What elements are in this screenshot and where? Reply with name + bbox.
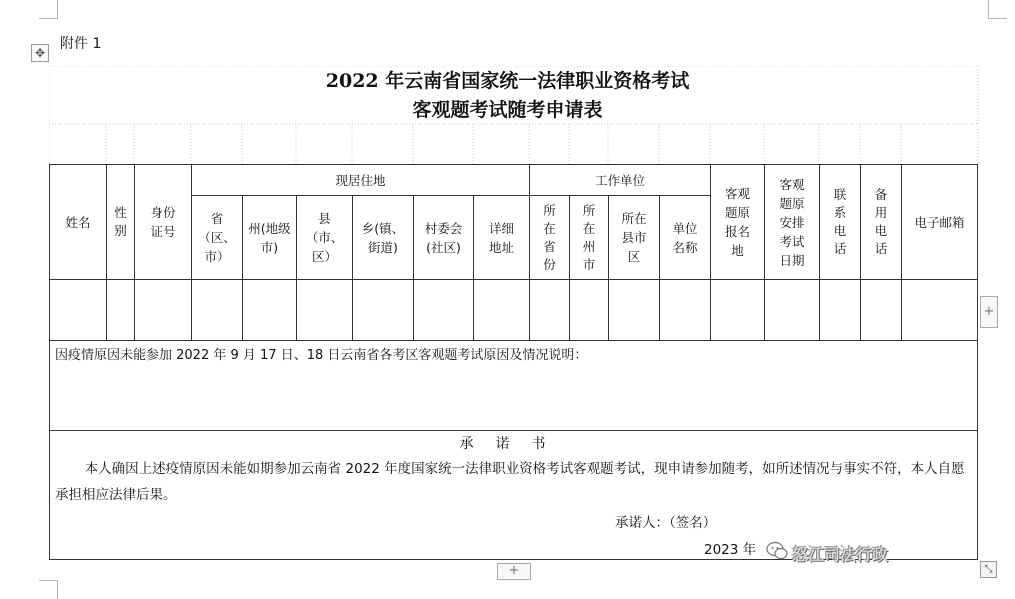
cell-township[interactable] [353, 280, 414, 341]
header-backup-phone: 备用电话 [861, 165, 902, 280]
pledge-title: 承诺书 [459, 436, 568, 452]
cell-orig-exam-date[interactable] [765, 280, 820, 341]
header-work-prefecture: 所在州市 [570, 196, 609, 280]
header-id-number: 身份证号 [135, 165, 192, 280]
header-gender: 性别 [107, 165, 135, 280]
header-work-unit: 工作单位 [530, 165, 711, 196]
cell-prefecture[interactable] [243, 280, 297, 341]
header-work-county: 所在县市区 [609, 196, 660, 280]
header-unit-name: 单位名称 [660, 196, 711, 280]
form-title-line-1: 2022 年云南省国家统一法律职业资格考试 [325, 70, 690, 92]
header-work-province: 所在省份 [530, 196, 570, 280]
pledge-body: 本人确因上述疫情原因未能如期参加云南省 2022 年度国家统一法律职业资格考试客观题考试，现申请参加随考，如所述情况与事实不符，本人自愿承担相应法律后果。 [55, 461, 965, 503]
cell-village[interactable] [414, 280, 474, 341]
wechat-logo-icon [766, 541, 788, 561]
header-township: 乡(镇、街道) [353, 196, 414, 280]
account-watermark: 怒江司法行政 [792, 545, 889, 564]
header-phone: 联系电话 [820, 165, 861, 280]
form-title-line-2: 客观题考试随考申请表 [412, 99, 603, 121]
table-resize-handle[interactable]: ⤡ [980, 561, 997, 578]
header-prefecture: 州(地级市) [243, 196, 297, 280]
cell-gender[interactable] [107, 280, 135, 341]
cell-detail-address[interactable] [474, 280, 530, 341]
table-move-handle[interactable]: ✥ [31, 44, 49, 62]
cell-id-number[interactable] [135, 280, 192, 341]
header-county: 县（市、区） [297, 196, 353, 280]
cell-email[interactable] [902, 280, 978, 341]
header-detail-address: 详细地址 [474, 196, 530, 280]
page-corner-top-left [39, 0, 58, 19]
header-village: 村委会(社区) [414, 196, 474, 280]
header-residence: 现居住地 [192, 165, 530, 196]
application-table [49, 164, 978, 341]
header-name: 姓名 [50, 165, 107, 280]
cell-work-province[interactable] [530, 280, 570, 341]
header-orig-exam-place: 客观题原报名地 [711, 165, 765, 280]
cell-unit-name[interactable] [660, 280, 711, 341]
cell-backup-phone[interactable] [861, 280, 902, 341]
header-province: 省（区、市） [192, 196, 243, 280]
reason-section[interactable] [49, 341, 978, 431]
header-orig-exam-date: 客观题原安排考试日期 [765, 165, 820, 280]
date-year: 2023 年 [704, 542, 757, 558]
table-row [50, 280, 978, 341]
cell-work-prefecture[interactable] [570, 280, 609, 341]
cell-orig-exam-place[interactable] [711, 280, 765, 341]
cell-province[interactable] [192, 280, 243, 341]
add-row-bottom-button[interactable]: + [497, 563, 531, 580]
cell-county[interactable] [297, 280, 353, 341]
page-corner-top-right [988, 0, 1007, 19]
add-row-button[interactable]: + [980, 296, 998, 328]
page-corner-bottom-left [39, 580, 58, 599]
reason-prompt: 因疫情原因未能参加 2022 年 9 月 17 日、18 日云南省各考区客观题考试原因及情况说明： [55, 348, 588, 363]
cell-work-county[interactable] [609, 280, 660, 341]
cell-name[interactable] [50, 280, 107, 341]
pledge-section [49, 430, 978, 560]
cell-phone[interactable] [820, 280, 861, 341]
attachment-label: 附件 1 [60, 36, 102, 52]
signer-label: 承诺人：（签名） [615, 515, 717, 531]
header-email: 电子邮箱 [902, 165, 978, 280]
